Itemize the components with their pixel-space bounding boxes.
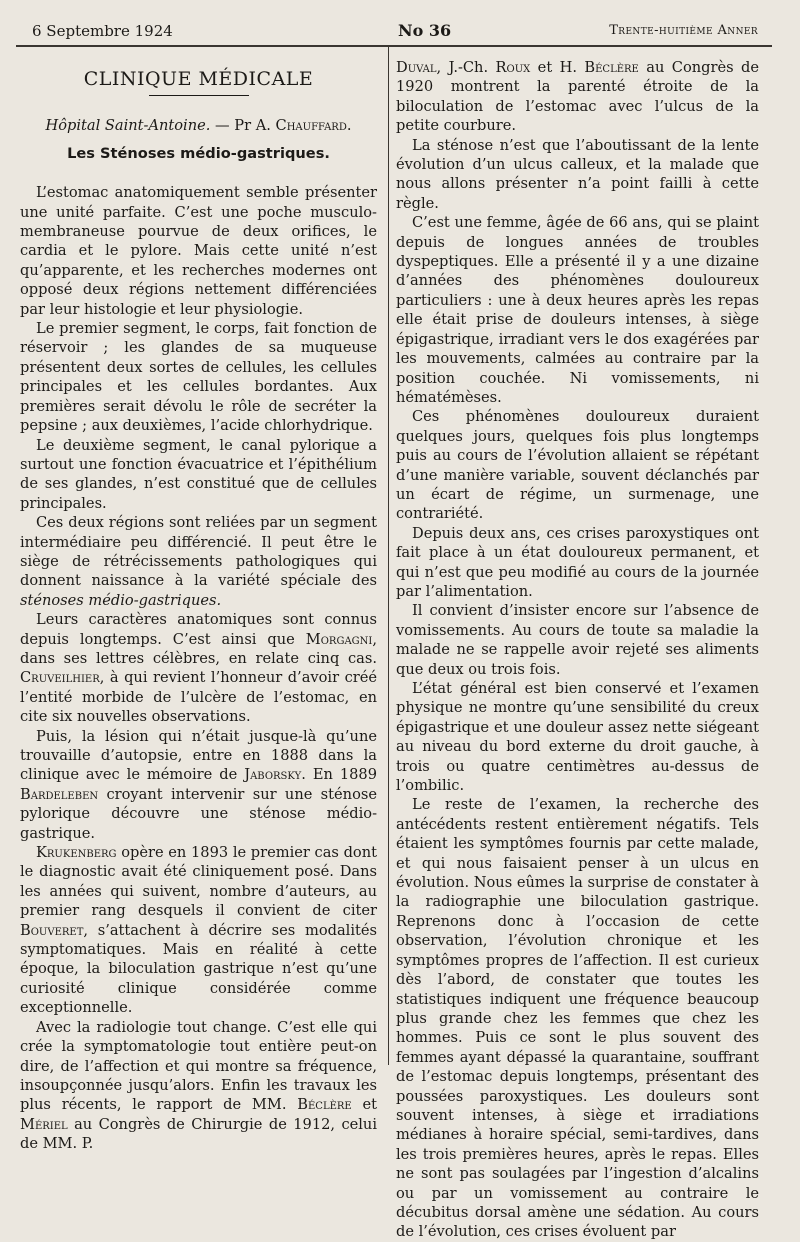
author-beclere: Béclère: [584, 59, 639, 76]
header-rule: [16, 45, 772, 47]
page-header: [28, 20, 758, 42]
author-krukenberg: Krukenberg: [36, 844, 117, 862]
text-run: Leurs caractères anatomiques sont connus depuis longtemps. C’est ainsi que: [20, 611, 377, 648]
text-run: , à qui revient l’honneur d’avoir créé l’entité morbide de l’ulcère de l’estomac, en cite six nouvelles observations.: [20, 669, 377, 726]
text-run: au Congrès de Chirurgie de 1912, celui de MM. P.: [20, 1115, 377, 1153]
text-run: Ces deux régions sont reliées par un segment intermédiaire peu différencié. Il peut être le siège de rétrécissements pathologiques qui donnent naissance à la variété spéciale des: [20, 514, 377, 590]
text-run: , dans ses lettres célèbres, en relate cinq cas.: [20, 630, 377, 667]
paragraph: [20, 843, 377, 1018]
author-name: Chauffard.: [275, 117, 352, 135]
text-run: et H.: [530, 59, 585, 76]
right-column: [396, 58, 759, 1241]
paragraph: Il convient d’insister encore sur l’absence de vomissements. Au cours de toute sa maladie la malade ne se rappelle avoir rejeté ses aliments que deux ou trois fois.: [396, 602, 759, 678]
paragraph: [20, 610, 377, 726]
text-run: opère en 1893 le premier cas dont le diagnostic avait été cliniquement posé. Dans les années qui suivent, nombre d’auteurs, au premier rang desquels il convient de citer: [20, 844, 377, 920]
paragraph: C’est une femme, âgée de 66 ans, qui se plaint depuis de longues années de troubles dyspeptiques. Elle a présenté il y a une dizaine d’années des phénomènes douloureux particuliers : une à deux heures après les repas elle était prise de douleurs intenses, à siège épigastrique, irradiant vers le dos exagérées par les mouvements, calmées au contraire par la position couchée. Ni vomissements, ni hématémèses.: [396, 214, 759, 406]
author-bouveret: Bouveret: [20, 921, 84, 939]
paragraph: [20, 727, 377, 843]
hospital-byline: [20, 116, 377, 135]
paragraph: Le reste de l’examen, la recherche des antécédents restent entièrement négatifs. Tels étaient les symptômes fournis par cette malade, et qui nous faisaient penser à un ulcus en évolution. Nous eûmes la surprise de constater à la radiographie une biloculation gastrique. Reprenons donc à l’occasion de cette observation, l’évolution chronique et les symptômes propres de l’affection. Il est curieux dès l’abord, de constater que toutes les statistiques indiquent une fréquence beaucoup plus grande chez les femmes que chez les hommes. Puis ce sont le plus souvent des femmes ayant dépassé la quarantaine, souffrant de l’estomac depuis longtemps, présentant des poussées paroxystiques. Les douleurs sont souvent intenses, à siège et irradiations médianes à horaire spécial, semi-tardives, dans les trois premières heures, après le repas. Elles ne sont pas soulagées par l’ingestion d’alcalins ou par un vomissement au contraire le décubitus dorsal amène une sédation. Au cours de l’évolution, ces crises évoluent par: [396, 796, 759, 1241]
left-column: [20, 60, 378, 1153]
italic-term: sténoses médio-gastriques.: [20, 591, 222, 609]
author-meriel: Mériel: [20, 1115, 68, 1133]
hospital-name: Hôpital Saint-Antoine.: [45, 117, 211, 135]
author-jaborsky: Jaborsky: [244, 766, 302, 784]
paragraph: Ces phénomènes douloureux duraient quelques jours, quelques fois plus longtemps puis au cours de l’évolution allaient se répétant d’une manière variable, souvent déclanchés par un écart de régime, un surmenage, une contrariété.: [396, 408, 759, 523]
title-rule: [149, 95, 249, 96]
byline-separator: — Pr A.: [210, 117, 276, 135]
issue-number: No 36: [398, 21, 452, 40]
text-run: Avec la radiologie tout change. C’est elle qui crée la symptomatologie tout entière peut-on dire, de l’affection et qui montre sa fréquence, insoupçonnée jusqu’alors. Enfin les travaux les plus récents, le rapport de MM.: [20, 1018, 377, 1114]
author-morgagni: Morgagni: [305, 630, 373, 648]
text-run: , s’attachent à décrire ses modalités symptomatiques. Mais en réalité à cette époque, la biloculation gastrique n’est qu’une curiosité clinique considérée comme exceptionnelle.: [20, 921, 377, 1017]
column-divider: [388, 47, 389, 1065]
paragraph: Le premier segment, le corps, fait fonction de réservoir ; les glandes de sa muqueuse présentent deux sortes de cellules, les cellules principales et les cellules bordantes. Aux premières serait dévolu le rôle de secréter la pepsine ; aux deuxièmes, l’acide chlorhydrique.: [20, 320, 377, 435]
paragraph: L’estomac anatomiquement semble présenter une unité parfaite. C’est une poche musculo-membraneuse pourvue de deux orifices, le cardia et le pylore. Mais cette unité n’est qu’apparente, et les recherches modernes ont opposé deux régions nettement différenciées par leur histologie et leur physiologie.: [20, 184, 377, 318]
issue-year: Trente-huitième Anner: [609, 23, 758, 38]
text-run: Puis, la lésion qui n’était jusque-là qu’une trouvaille d’autopsie, entre en 1888 dans la clinique avec le mémoire de: [20, 727, 377, 784]
text-run: . En 1889: [301, 766, 377, 784]
author-beclere: Béclère: [297, 1096, 352, 1114]
section-title: CLINIQUE MÉDICALE: [83, 68, 314, 90]
paragraph: [20, 513, 377, 610]
author-bardeleben: Bardeleben: [20, 785, 99, 803]
paragraph: [396, 58, 759, 136]
paragraph: Le deuxième segment, le canal pylorique a surtout une fonction évacuatrice et l’épithélium de ses glandes, n’est constitué que de cellules principales.: [20, 436, 377, 512]
paragraph: [20, 1018, 377, 1154]
text-run: croyant intervenir sur une sténose pylorique découvre une sténose médio-gastrique.: [20, 785, 377, 842]
author-duval: Duval: [396, 59, 437, 76]
text-run: , J.-Ch.: [436, 59, 496, 76]
paragraph: La sténose n’est que l’aboutissant de la lente évolution d’un ulcus calleux, et la malade que nous allons présenter n’a point failli à cette règle.: [396, 136, 759, 212]
article-title: Les Sténoses médio-gastriques.: [67, 144, 330, 162]
author-roux: Roux: [495, 59, 531, 76]
text-run: et: [351, 1096, 378, 1114]
paragraph: Depuis deux ans, ces crises paroxystiques ont fait place à un état douloureux permanent, et qui n’est que peu modifié au cours de la journée par l’alimentation.: [396, 524, 759, 600]
text-run: au Congrès de 1920 montrent la parenté étroite de la biloculation de l’estomac avec l’ulcus de la petite courbure.: [396, 59, 759, 135]
author-cruveilhier: Cruveilhier: [20, 669, 100, 687]
paragraph: L’état général est bien conservé et l’examen physique ne montre qu’une sensibilité du creux épigastrique et une douleur assez nette siégeant au niveau du bord externe du droit gauche, à trois ou quatre centimètres au-dessus de l’ombilic.: [396, 680, 759, 795]
issue-date: 6 Septembre 1924: [32, 22, 173, 40]
